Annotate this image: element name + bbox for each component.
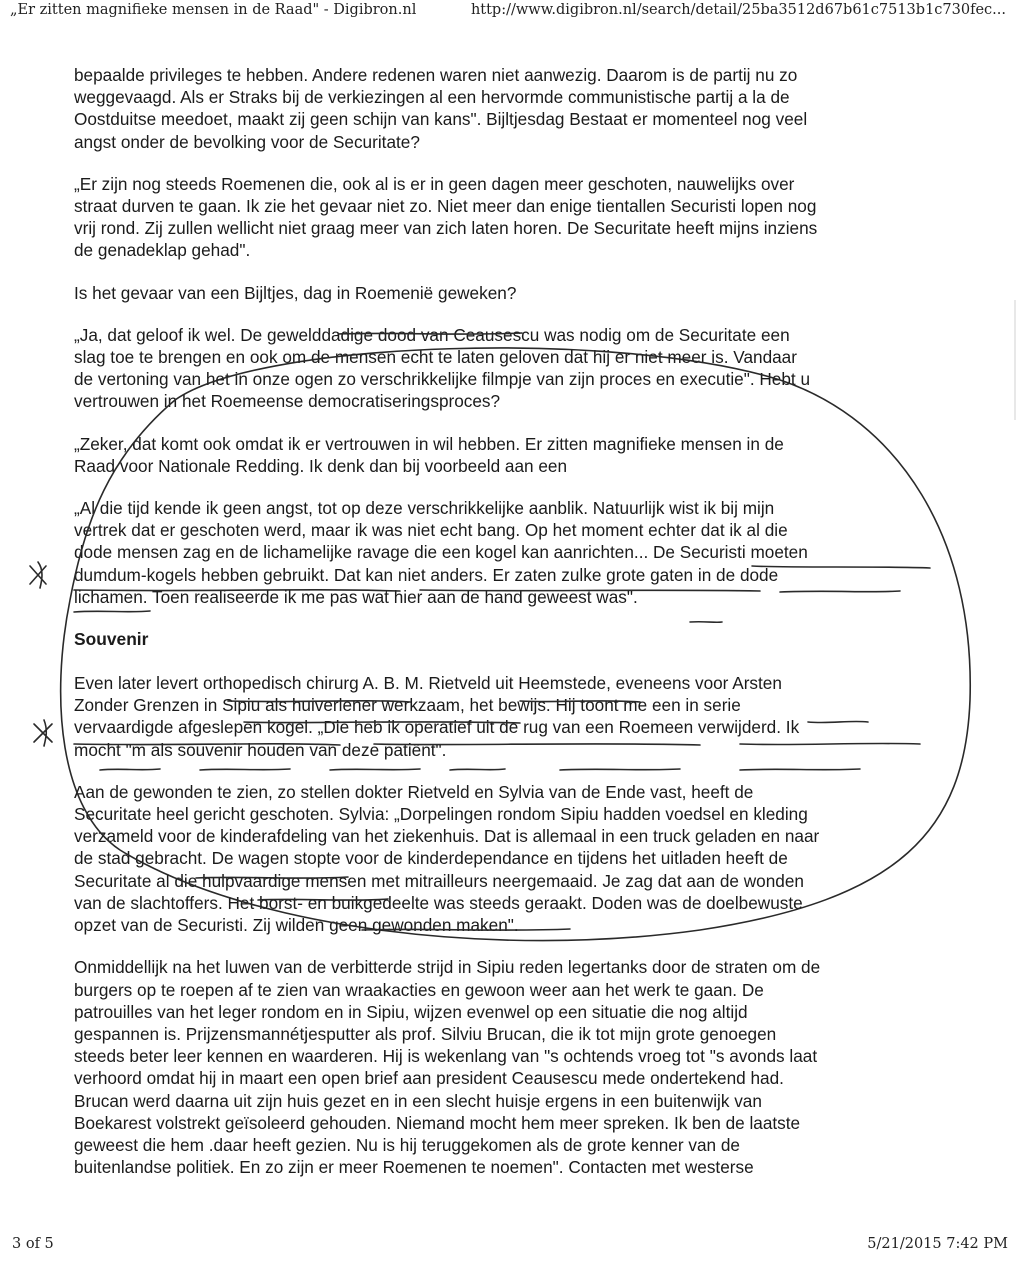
text-line: Onmiddellijk na het luwen van de verbitterde strijd in Sipiu reden legertanks door de straten om de xyxy=(74,957,821,978)
page-header-url[interactable]: http://www.digibron.nl/search/detail/25ba3512d67b61c7513b1c730fec... xyxy=(470,2,1006,18)
text-line: Zonder Grenzen in Sipiu als huiverlener werkzaam, het bewijs. Hij toont me een in serie xyxy=(74,695,741,716)
paragraph-1 xyxy=(74,64,954,153)
page-header-title: „Er zitten magnifieke mensen in de Raad" - Digibron.nl xyxy=(10,2,417,18)
text-line: vertrek dat er geschoten werd, maar ik was niet echt bang. Op het moment echter dat ik al die xyxy=(74,520,788,541)
text-line: Securitate al die hulpvaardige mensen met mitrailleurs neergemaaid. Je zag dat aan de wonden xyxy=(74,870,804,891)
text-line: vrij rond. Zij zullen wellicht niet graag meer van zich laten horen. De Securitate heeft mijns inziens xyxy=(74,218,818,239)
paragraph-8 xyxy=(74,781,954,936)
page-number: 3 of 5 xyxy=(12,1236,54,1252)
text-line: gespannen is. Prijzensmannétjesputter als prof. Silviu Brucan, die ik tot mijn grote genoegen xyxy=(74,1023,777,1044)
text-line: Brucan werd daarna uit zijn huis gezet en in een slecht huisje ergens in een buitenwijk van xyxy=(74,1090,762,1111)
text-line: van de slachtoffers. Het borst- en buikgedeelte was steeds geraakt. Doden was de doelbewuste xyxy=(74,892,803,913)
text-line: dode mensen zag en de lichamelijke ravage die een kogel kan aanrichten... De Securisti moeten xyxy=(74,542,808,563)
article-body xyxy=(74,64,954,1198)
text-line: Boekarest volstrekt geïsoleerd gehouden. Niemand mocht hem meer spreken. Ik ben de laatste xyxy=(74,1112,801,1133)
text-line: Even later levert orthopedisch chirurg A. B. M. Rietveld uit Heemstede, eveneens voor Arsten xyxy=(74,673,782,694)
text-line: Raad voor Nationale Redding. Ik denk dan bij voorbeeld aan een xyxy=(74,455,568,476)
text-line: steeds beter leer kennen en waarderen. Hij is wekenlang van "s ochtends vroeg tot "s avonds laat xyxy=(74,1046,818,1067)
text-line: patrouilles van het leger rondom en in Sipiu, wijzen evenwel op een situatie die nog altijd xyxy=(74,1001,748,1022)
paragraph-9 xyxy=(74,956,954,1178)
text-line: „Zeker, dat komt ook omdat ik er vertrouwen in wil hebben. Er zitten magnifieke mensen in de xyxy=(74,433,784,454)
paragraph-5 xyxy=(74,433,954,477)
text-line: slag toe te brengen en ook om de mensen echt te laten geloven dat hij er niet meer is. Vandaar xyxy=(74,347,797,368)
text-line: lichamen. Toen realiseerde ik me pas wat hier aan de hand geweest was". xyxy=(74,586,638,607)
text-line: de vertoning van het in onze ogen zo verschrikkelijke filmpje van zijn proces en executie". Hebt u xyxy=(74,369,811,390)
text-line: angst onder de bevolking voor de Securitate? xyxy=(74,131,420,152)
text-line: Oostduitse meedoet, maakt zij geen schijn van kans". Bijltjesdag Bestaat er momenteel nog veel xyxy=(74,109,808,130)
text-line: verzameld voor de kinderafdeling van het ziekenhuis. Dat is allemaal in een truck geladen en naar xyxy=(74,826,820,847)
text-line: straat durven te gaan. Ik zie het gevaar niet zo. Niet meer dan enige tientallen Securisti lopen nog xyxy=(74,196,817,217)
paragraph-7 xyxy=(74,672,954,761)
text-line: de genadeklap gehad". xyxy=(74,240,251,261)
print-datetime: 5/21/2015 7:42 PM xyxy=(867,1236,1008,1252)
text-line: „Al die tijd kende ik geen angst, tot op deze verschrikkelijke aanblik. Natuurlijk wist ik bij mijn xyxy=(74,498,775,519)
text-line: Is het gevaar van een Bijltjes, dag in Roemenië geweken? xyxy=(74,282,517,303)
text-line: de stad gebracht. De wagen stopte voor de kinderdependance en tijdens het uitladen heeft de xyxy=(74,848,788,869)
text-line: vertrouwen in het Roemeense democratiseringsproces? xyxy=(74,391,501,412)
section-heading: Souvenir xyxy=(74,629,149,650)
text-line: Securitate heel gericht geschoten. Sylvia: „Dorpelingen rondom Sipiu hadden voedsel en kleding xyxy=(74,804,808,825)
text-line: mocht "m als souvenir houden van deze patiënt". xyxy=(74,739,447,760)
text-line: verhoord omdat hij in maart een open brief aan president Ceausescu mede ondertekend had. xyxy=(74,1068,784,1089)
text-line: burgers op te roepen af te zien van wraakacties en gewoon weer aan het werk te gaan. De xyxy=(74,979,764,1000)
text-line: Aan de gewonden te zien, zo stellen dokter Rietveld en Sylvia van de Ende vast, heeft de xyxy=(74,781,754,802)
paragraph-4 xyxy=(74,324,954,413)
paragraph-6 xyxy=(74,497,954,608)
paragraph-3 xyxy=(74,282,954,304)
scissors-mark xyxy=(30,562,46,588)
paragraph-2 xyxy=(74,173,954,262)
text-line: buitenlandse politiek. En zo zijn er meer Roemenen te noemen". Contacten met westerse xyxy=(74,1157,754,1178)
text-line: bepaalde privileges te hebben. Andere redenen waren niet aanwezig. Daarom is de partij nu zo xyxy=(74,65,798,85)
scissors-mark xyxy=(34,720,52,746)
scan-edge-artifact xyxy=(1014,300,1016,420)
text-line: geweest die hem .daar heeft gezien. Nu is hij teruggekomen als de grote kenner van de xyxy=(74,1134,740,1155)
text-line: dumdum-kogels hebben gebruikt. Dat kan niet anders. Er zaten zulke grote gaten in de dode xyxy=(74,564,779,585)
text-line: „Er zijn nog steeds Roemenen die, ook al is er in geen dagen meer geschoten, nauwelijks over xyxy=(74,173,795,194)
text-line: „Ja, dat geloof ik wel. De gewelddadige dood van Ceausescu was nodig om de Securitate een xyxy=(74,324,790,345)
text-line: weggevaagd. Als er Straks bij de verkiezingen al een hervormde communistische partij a la de xyxy=(74,87,790,108)
text-line: vervaardigde afgeslepen kogel. „Die heb ik operatief uit de rug van een Roemeen verwijderd. Ik xyxy=(74,717,800,738)
text-line: opzet van de Securisti. Zij wilden geen gewonden maken". xyxy=(74,915,519,936)
